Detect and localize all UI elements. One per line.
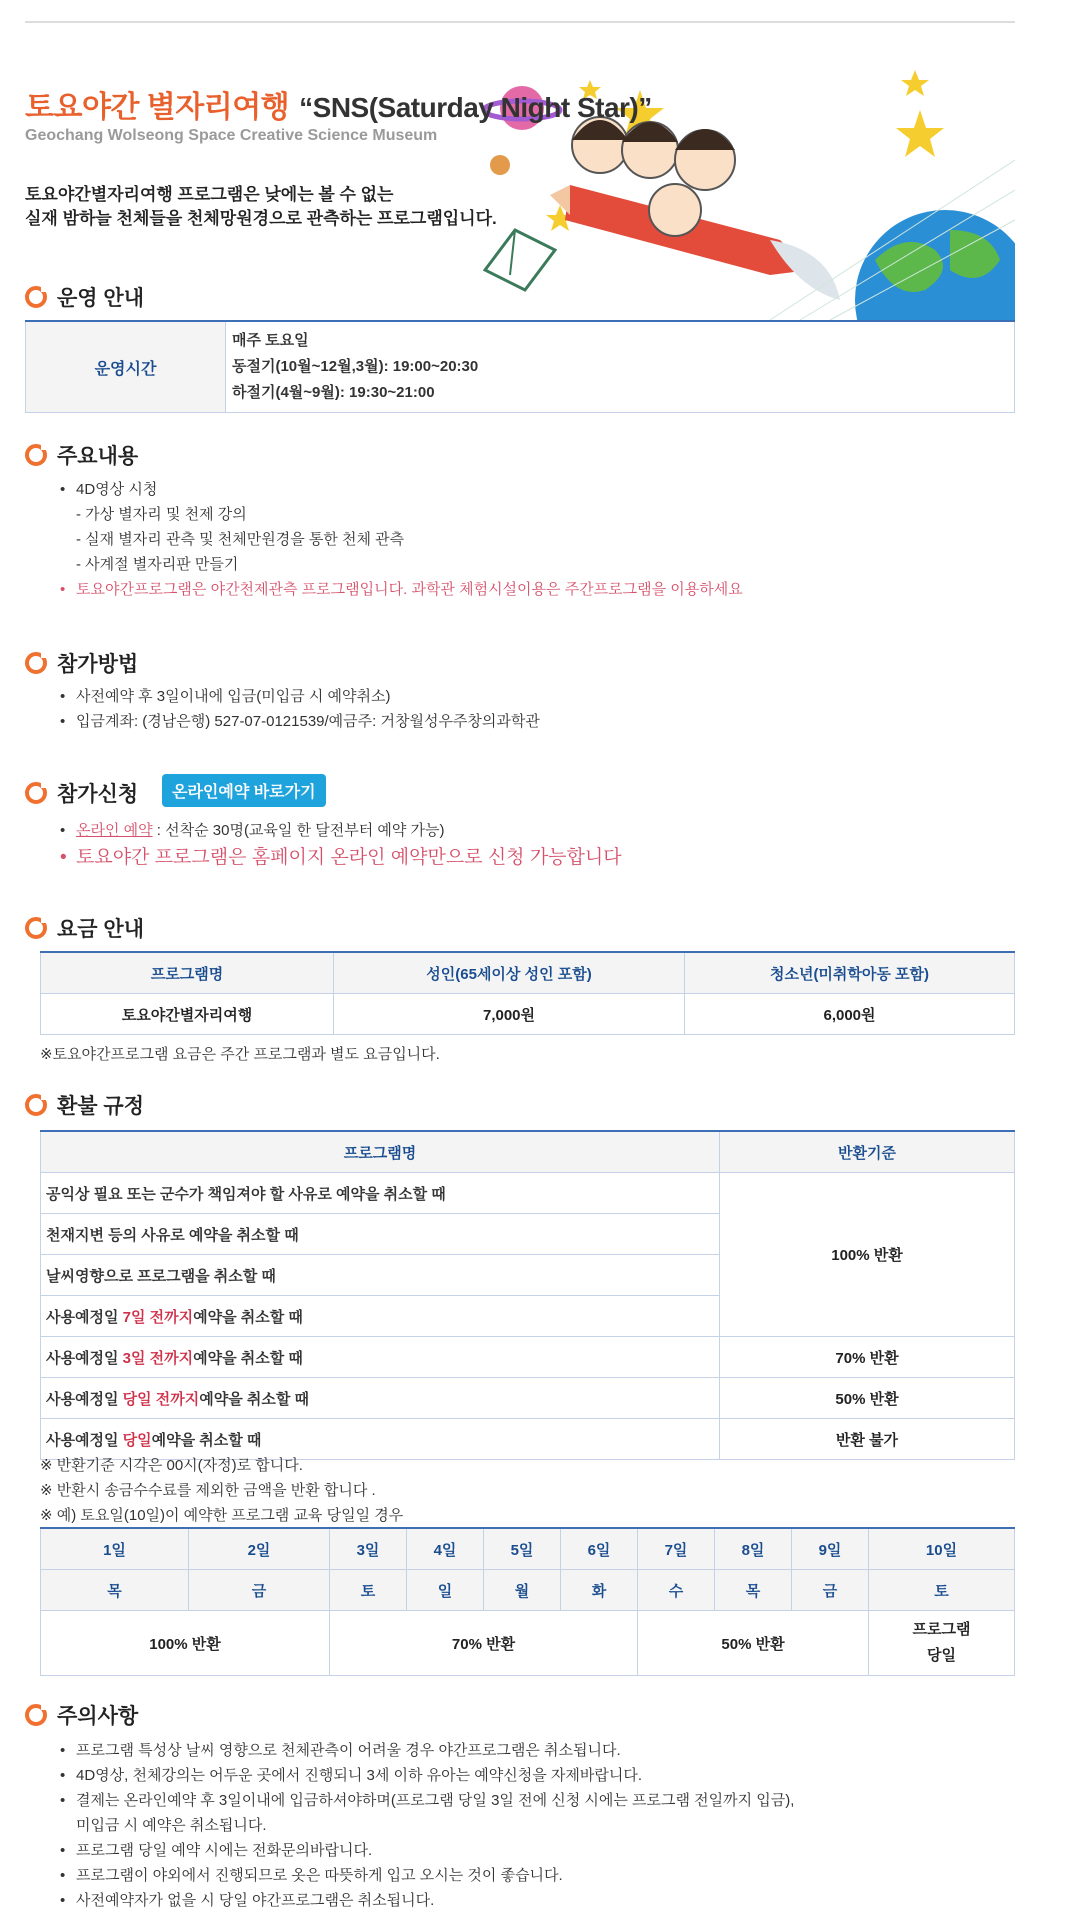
list-item: • 사전예약자가 없을 시 당일 야간프로그램은 취소됩니다.	[60, 1888, 794, 1913]
refund-row	[41, 1378, 720, 1419]
caution-list	[60, 1738, 794, 1913]
online-reservation-link[interactable]: 온라인 예약	[76, 822, 153, 839]
section-apply	[25, 778, 138, 808]
apply-list	[60, 818, 622, 873]
day-cell: 6일	[561, 1528, 638, 1570]
example-program-day	[869, 1611, 1015, 1676]
weekday-cell: 수	[638, 1570, 715, 1611]
small-planet-icon	[490, 155, 510, 175]
weekday-cell: 목	[41, 1570, 189, 1611]
fee-note: ※토요야간프로그램 요금은 주간 프로그램과 별도 요금입니다.	[40, 1046, 440, 1063]
section-heading: 주요내용	[57, 445, 139, 468]
weekday-cell: 토	[869, 1570, 1015, 1611]
refund-row: 천재지변 등의 사유로 예약을 취소할 때	[41, 1214, 720, 1255]
section-heading: 참가신청	[57, 783, 139, 806]
day-cell: 4일	[407, 1528, 484, 1570]
section-refund	[25, 1090, 144, 1120]
refund-value: 100% 반환	[720, 1173, 1015, 1337]
ring-icon	[25, 1704, 47, 1726]
refund-header: 반환기준	[720, 1131, 1015, 1173]
fee-cell: 토요야간별자리여행	[41, 994, 334, 1035]
operation-table	[25, 320, 1015, 413]
online-reservation-button[interactable]: 온라인예약 바로가기	[162, 774, 326, 807]
weekday-cell: 일	[407, 1570, 484, 1611]
ring-icon	[25, 1094, 47, 1116]
refund-row: 날씨영향으로 프로그램을 취소할 때	[41, 1255, 720, 1296]
section-method	[25, 648, 138, 678]
weekday-cell: 화	[561, 1570, 638, 1611]
page-title	[25, 82, 652, 126]
book-icon	[485, 230, 555, 290]
fee-cell: 7,000원	[334, 994, 685, 1035]
apply-notice: • 토요야간 프로그램은 홈페이지 온라인 예약만으로 신청 가능합니다	[60, 843, 622, 873]
day-cell: 5일	[484, 1528, 561, 1570]
section-heading: 운영 안내	[57, 287, 144, 310]
row-highlight: 당일	[122, 1431, 152, 1449]
example-refund: 100% 반환	[41, 1611, 330, 1676]
list-item: • 결제는 온라인예약 후 3일이내에 입금하셔야하며(프로그램 당일 3일 전에 신청 시에는 프로그램 전일까지 입금),	[60, 1788, 794, 1813]
ring-icon	[25, 444, 47, 466]
intro-line-2: 실재 밤하늘 천체들을 천체망원경으로 관측하는 프로그램입니다.	[25, 209, 497, 228]
weekday-cell: 토	[330, 1570, 407, 1611]
row-highlight: 3일 전까지	[122, 1349, 194, 1367]
list-item: • 프로그램 당일 예약 시에는 전화문의바랍니다.	[60, 1838, 794, 1863]
refund-row	[41, 1296, 720, 1337]
refund-value: 반환 불가	[720, 1419, 1015, 1460]
warning-item: • 토요야간프로그램은 야간천제관측 프로그램입니다. 과학관 체험시설이용은 주간프로그램을 이용하세요	[60, 577, 743, 602]
list-item	[60, 818, 622, 843]
row-highlight: 7일 전까지	[122, 1308, 194, 1326]
program-label: 프로그램	[912, 1621, 971, 1638]
section-heading: 주의사항	[57, 1705, 139, 1728]
row-highlight: 당일 전까지	[122, 1390, 200, 1408]
operation-label: 운영시간	[26, 321, 226, 413]
list-item: • 프로그램이 야외에서 진행되므로 옷은 따뜻하게 입고 오시는 것이 좋습니다.	[60, 1863, 794, 1888]
example-refund: 70% 반환	[330, 1611, 638, 1676]
method-list	[60, 684, 540, 734]
fee-header: 청소년(미취학아동 포함)	[685, 952, 1015, 994]
operation-line: 매주 토요일	[232, 332, 309, 349]
refund-header: 프로그램명	[41, 1131, 720, 1173]
row-text: 사용예정일	[46, 1390, 123, 1408]
fee-cell: 6,000원	[685, 994, 1015, 1035]
refund-note: ※ 반환시 송금수수료를 제외한 금액을 반환 합니다 .	[40, 1482, 376, 1499]
fee-table	[40, 951, 1015, 1035]
list-item-text: : 선착순 30명(교육일 한 달전부터 예약 가능)	[152, 822, 445, 839]
refund-row	[41, 1337, 720, 1378]
intro-text	[25, 183, 497, 231]
program-label: 당일	[927, 1647, 956, 1664]
weekday-cell: 월	[484, 1570, 561, 1611]
title-english: “SNS(Saturday Night Star)”	[299, 92, 652, 123]
weekday-cell: 금	[792, 1570, 869, 1611]
title-korean: 토요야간 별자리여행	[25, 91, 290, 124]
operation-line: 동절기(10월~12월,3월): 19:00~20:30	[232, 358, 479, 375]
day-cell: 8일	[715, 1528, 792, 1570]
row-text: 사용예정일	[46, 1349, 123, 1367]
refund-example-table	[40, 1527, 1015, 1676]
row-text: 사용예정일	[46, 1431, 123, 1449]
section-heading: 환불 규정	[57, 1095, 144, 1118]
section-caution	[25, 1700, 138, 1730]
example-refund: 50% 반환	[638, 1611, 869, 1676]
list-item: • 프로그램 특성상 날씨 영향으로 천체관측이 어려울 경우 야간프로그램은 취소됩니다.	[60, 1738, 794, 1763]
day-cell: 2일	[189, 1528, 330, 1570]
fee-header: 성인(65세이상 성인 포함)	[334, 952, 685, 994]
day-cell: 7일	[638, 1528, 715, 1570]
row-text: 예약을 취소할 때	[151, 1431, 262, 1449]
day-cell: 9일	[792, 1528, 869, 1570]
fee-header: 프로그램명	[41, 952, 334, 994]
list-item: 미입금 시 예약은 취소됩니다.	[76, 1817, 267, 1834]
refund-row: 공익상 필요 또는 군수가 책임져야 할 사유로 예약을 취소할 때	[41, 1173, 720, 1214]
refund-note: ※ 예) 토요일(10일)이 예약한 프로그램 교육 당일일 경우	[40, 1507, 404, 1524]
globe-icon	[855, 210, 1015, 322]
refund-value: 70% 반환	[720, 1337, 1015, 1378]
row-text: 사용예정일	[46, 1308, 123, 1326]
list-item: - 실재 별자리 관측 및 천체만원경을 통한 천체 관측	[76, 531, 405, 548]
row-text: 예약을 취소할 때	[199, 1390, 310, 1408]
row-text: 예약을 취소할 때	[193, 1349, 303, 1367]
day-cell: 1일	[41, 1528, 189, 1570]
museum-name: Geochang Wolseong Space Creative Science Museum	[25, 127, 438, 144]
weekday-cell: 금	[189, 1570, 330, 1611]
operation-line: 하절기(4월~9월): 19:30~21:00	[232, 384, 435, 401]
list-item: • 4D영상, 천체강의는 어두운 곳에서 진행되니 3세 이하 유아는 예약신청을 자제바랍니다.	[60, 1763, 794, 1788]
refund-note: ※ 반환기준 시각은 00시(자정)로 합니다.	[40, 1457, 303, 1474]
refund-value: 50% 반환	[720, 1378, 1015, 1419]
ring-icon	[25, 652, 47, 674]
section-heading: 요금 안내	[57, 918, 144, 941]
top-divider	[25, 21, 1015, 23]
row-text: 예약을 취소할 때	[193, 1308, 303, 1326]
day-cell: 10일	[869, 1528, 1015, 1570]
list-item: - 가상 별자리 및 천제 강의	[76, 506, 247, 523]
list-item: • 사전예약 후 3일이내에 입금(미입금 시 예약취소)	[60, 684, 540, 709]
section-content	[25, 440, 138, 470]
content-list	[60, 477, 743, 602]
ring-icon	[25, 782, 47, 804]
weekday-cell: 목	[715, 1570, 792, 1611]
operation-hours	[226, 321, 1015, 413]
list-item: - 사계절 별자리판 만들기	[76, 556, 239, 573]
section-heading: 참가방법	[57, 653, 139, 676]
section-fee	[25, 913, 144, 943]
list-item: • 4D영상 시청	[60, 477, 743, 502]
section-operation	[25, 282, 144, 312]
intro-line-1: 토요야간별자리여행 프로그램은 낮에는 볼 수 없는	[25, 185, 394, 204]
list-item: • 입금계좌: (경남은행) 527-07-0121539/예금주: 거창월성우주창의과학관	[60, 709, 540, 734]
space-illustration	[470, 30, 1015, 322]
day-cell: 3일	[330, 1528, 407, 1570]
ring-icon	[25, 917, 47, 939]
refund-table	[40, 1130, 1015, 1460]
ring-icon	[25, 286, 47, 308]
